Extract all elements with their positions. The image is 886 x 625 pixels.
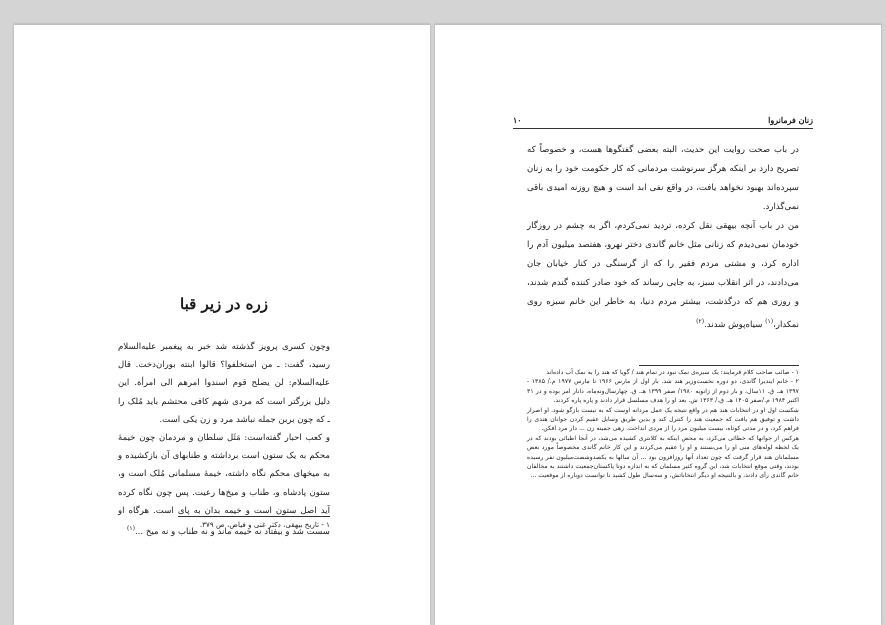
footnote-divider bbox=[639, 365, 799, 366]
running-title: زنان فرمانروا bbox=[768, 115, 813, 125]
footnote: ۱ - تاریخ بیهقی، دکتر غنی و فیاض، ص ۳۷۹. bbox=[199, 520, 330, 529]
footnote-ref: (۲) bbox=[696, 318, 705, 325]
paragraph: وچون کسری پرویز گذشته شد خبر به پیغمبر علیه‌السلام رسید، گفت: ـ من استخلفوا؟ قالوا ابنته بوران‌دخت. قال علیه‌السلام: لن یصلح قوم اسندوا امرهم الی امرأة. این دلیل بزرگتر است که مردی شهم کافی محتشم باید مُلک را ـ که چون بربن جمله نباشد مرد و زن یکی است. bbox=[118, 342, 330, 425]
footnote-ref: (۱) bbox=[765, 318, 774, 325]
left-body-text bbox=[118, 338, 330, 541]
footnote-divider bbox=[178, 516, 330, 517]
paragraph bbox=[527, 217, 799, 335]
running-header bbox=[513, 115, 813, 125]
paragraph: در باب صحت روایت این حدیث، البته بعضی گفتگوها هست، و خصوصاً که تصریح دارد بر اینکه هرگز سرنوشت مردمانی که کار حکومت خود را به زنان سپرده‌اند بهبود نخواهد یافت، در واقع نفی ابد است و هیچ روزنه امیدی باقی نمی‌گذارد. bbox=[527, 145, 799, 212]
chapter-title: زره در زیر قبا bbox=[180, 295, 268, 313]
left-page bbox=[14, 24, 430, 625]
paragraph-text: سیاه‌پوش شدند. bbox=[704, 319, 763, 330]
footnote: ۱ - صائب صاحب کلام فرمایند: یک سبزه‌ی نمک نبود در تمام هند / گویا که هند را به نمک آب داده‌اند bbox=[546, 369, 799, 376]
right-page bbox=[435, 24, 881, 625]
paragraph-text: و کعب احبار گفته‌است: مَثَل سلطان و مردمان چون خیمهٔ محکم به یک ستون است برداشته و طنابهای آن بازکشیده و به میخهای محکم نگاه داشته، خیمهٔ مسلمانی مُلک است و، ستون پادشاه و، طناب و میخ‌ها رعیت. پس چون نگاه کرده آید اصل ستون است و خیمه بدان به پای است. هرگاه او سست شد و بیفتاد نه خیمه ماند و نه طناب و نه میخ ... bbox=[118, 433, 330, 537]
page-number: ۱۰ bbox=[513, 115, 522, 125]
right-body-text bbox=[527, 141, 799, 335]
paragraph-text: من در باب آنچه بیهقی نقل کرده، تردید نمی‌کردم، اگر به چشم در روزگار خودمان نمی‌دیدم که زنانی مثل خانم گاندی دختر نهرو، هفتصد میلیون آدم را اداره کرد، و مشتی مردم فقیر را که از گرسنگی در کنار خیابان جان می‌دادند، در اثر انقلاب سبز، به جایی رساند که خود صادر کننده گندم شدند، و روزی هم که درگذشت، بیشتر مردم دنیا، به خاطر این خانم سبزه‌ روی نمکدار، bbox=[527, 221, 799, 330]
footnote: هرکس از جوانها که خطائی می‌کرد، به محض اینکه به کلانتری کشیده می‌شد، در آنجا اطبائی بودند که در یک لحظه لوله‌های منی او را می‌بستند و او را عقیم می‌کردند و این کار خانم گاندی مخصوصاً مورد بغض مسلمانان هند قرار گرفت که چون تعداد آنها روزافزون بود ... آن سالها به یکصدوشصت‌میلیون نفر رسیده بودند، وقتی موقع انتخابات شد، این گروه کثیر مسلمان که به اندازه دوتا پاکستان‌جمعیت داشتند به مخالفان خانم گاندی رأی دادند، و بالنتیجه او دیگر انتخاباتش، و سه‌سال طول کشید تا توانست دوباره از موقعیت ... bbox=[527, 434, 799, 480]
footnote-ref: (۱) bbox=[127, 525, 135, 533]
footnote: شکست اول او در انتخابات هند هم در واقع نتیجه یک عمل مردانه اوست که به نیست بازگو شود. او اصرار داشت و توفیق هم یافت که جمعیت هند را کنترل کند و بدین طریق وسایل عقیم کردن جوانان هندی را فراهم کرد، و در مدتی کوتاه، بیست میلیون مرد را از مردی انداخت. زهی جمینه زن ... دار مرد افکن. bbox=[527, 406, 799, 433]
footnote: ۲ - خانم ایندیرا گاندی، دو دوره نخست‌وزیر هند شد. بار اول از مارس ۱۹۶۶ تا مارس ۱۹۷۷ م./ ۱۳۸۵ - ۱۳۹۷ هـ. ق. ۱۱سال، و بار دوم از ژانویه ۱۹۸۰/ صفر ۱۳۹۹ هـ. ق. چهارسال‌ونه‌ماه، دانار امر بوده و در ۳۱ اکتبر ۱۹۸۴ م./صفر ۱۴۰۵ هـ. ق./ ۱۳۶۳ ش. بعد او را هدف مسلسل قرار دادند و پاره پاره کردند. bbox=[527, 378, 799, 405]
header-divider bbox=[513, 128, 813, 129]
footnotes bbox=[527, 368, 799, 481]
